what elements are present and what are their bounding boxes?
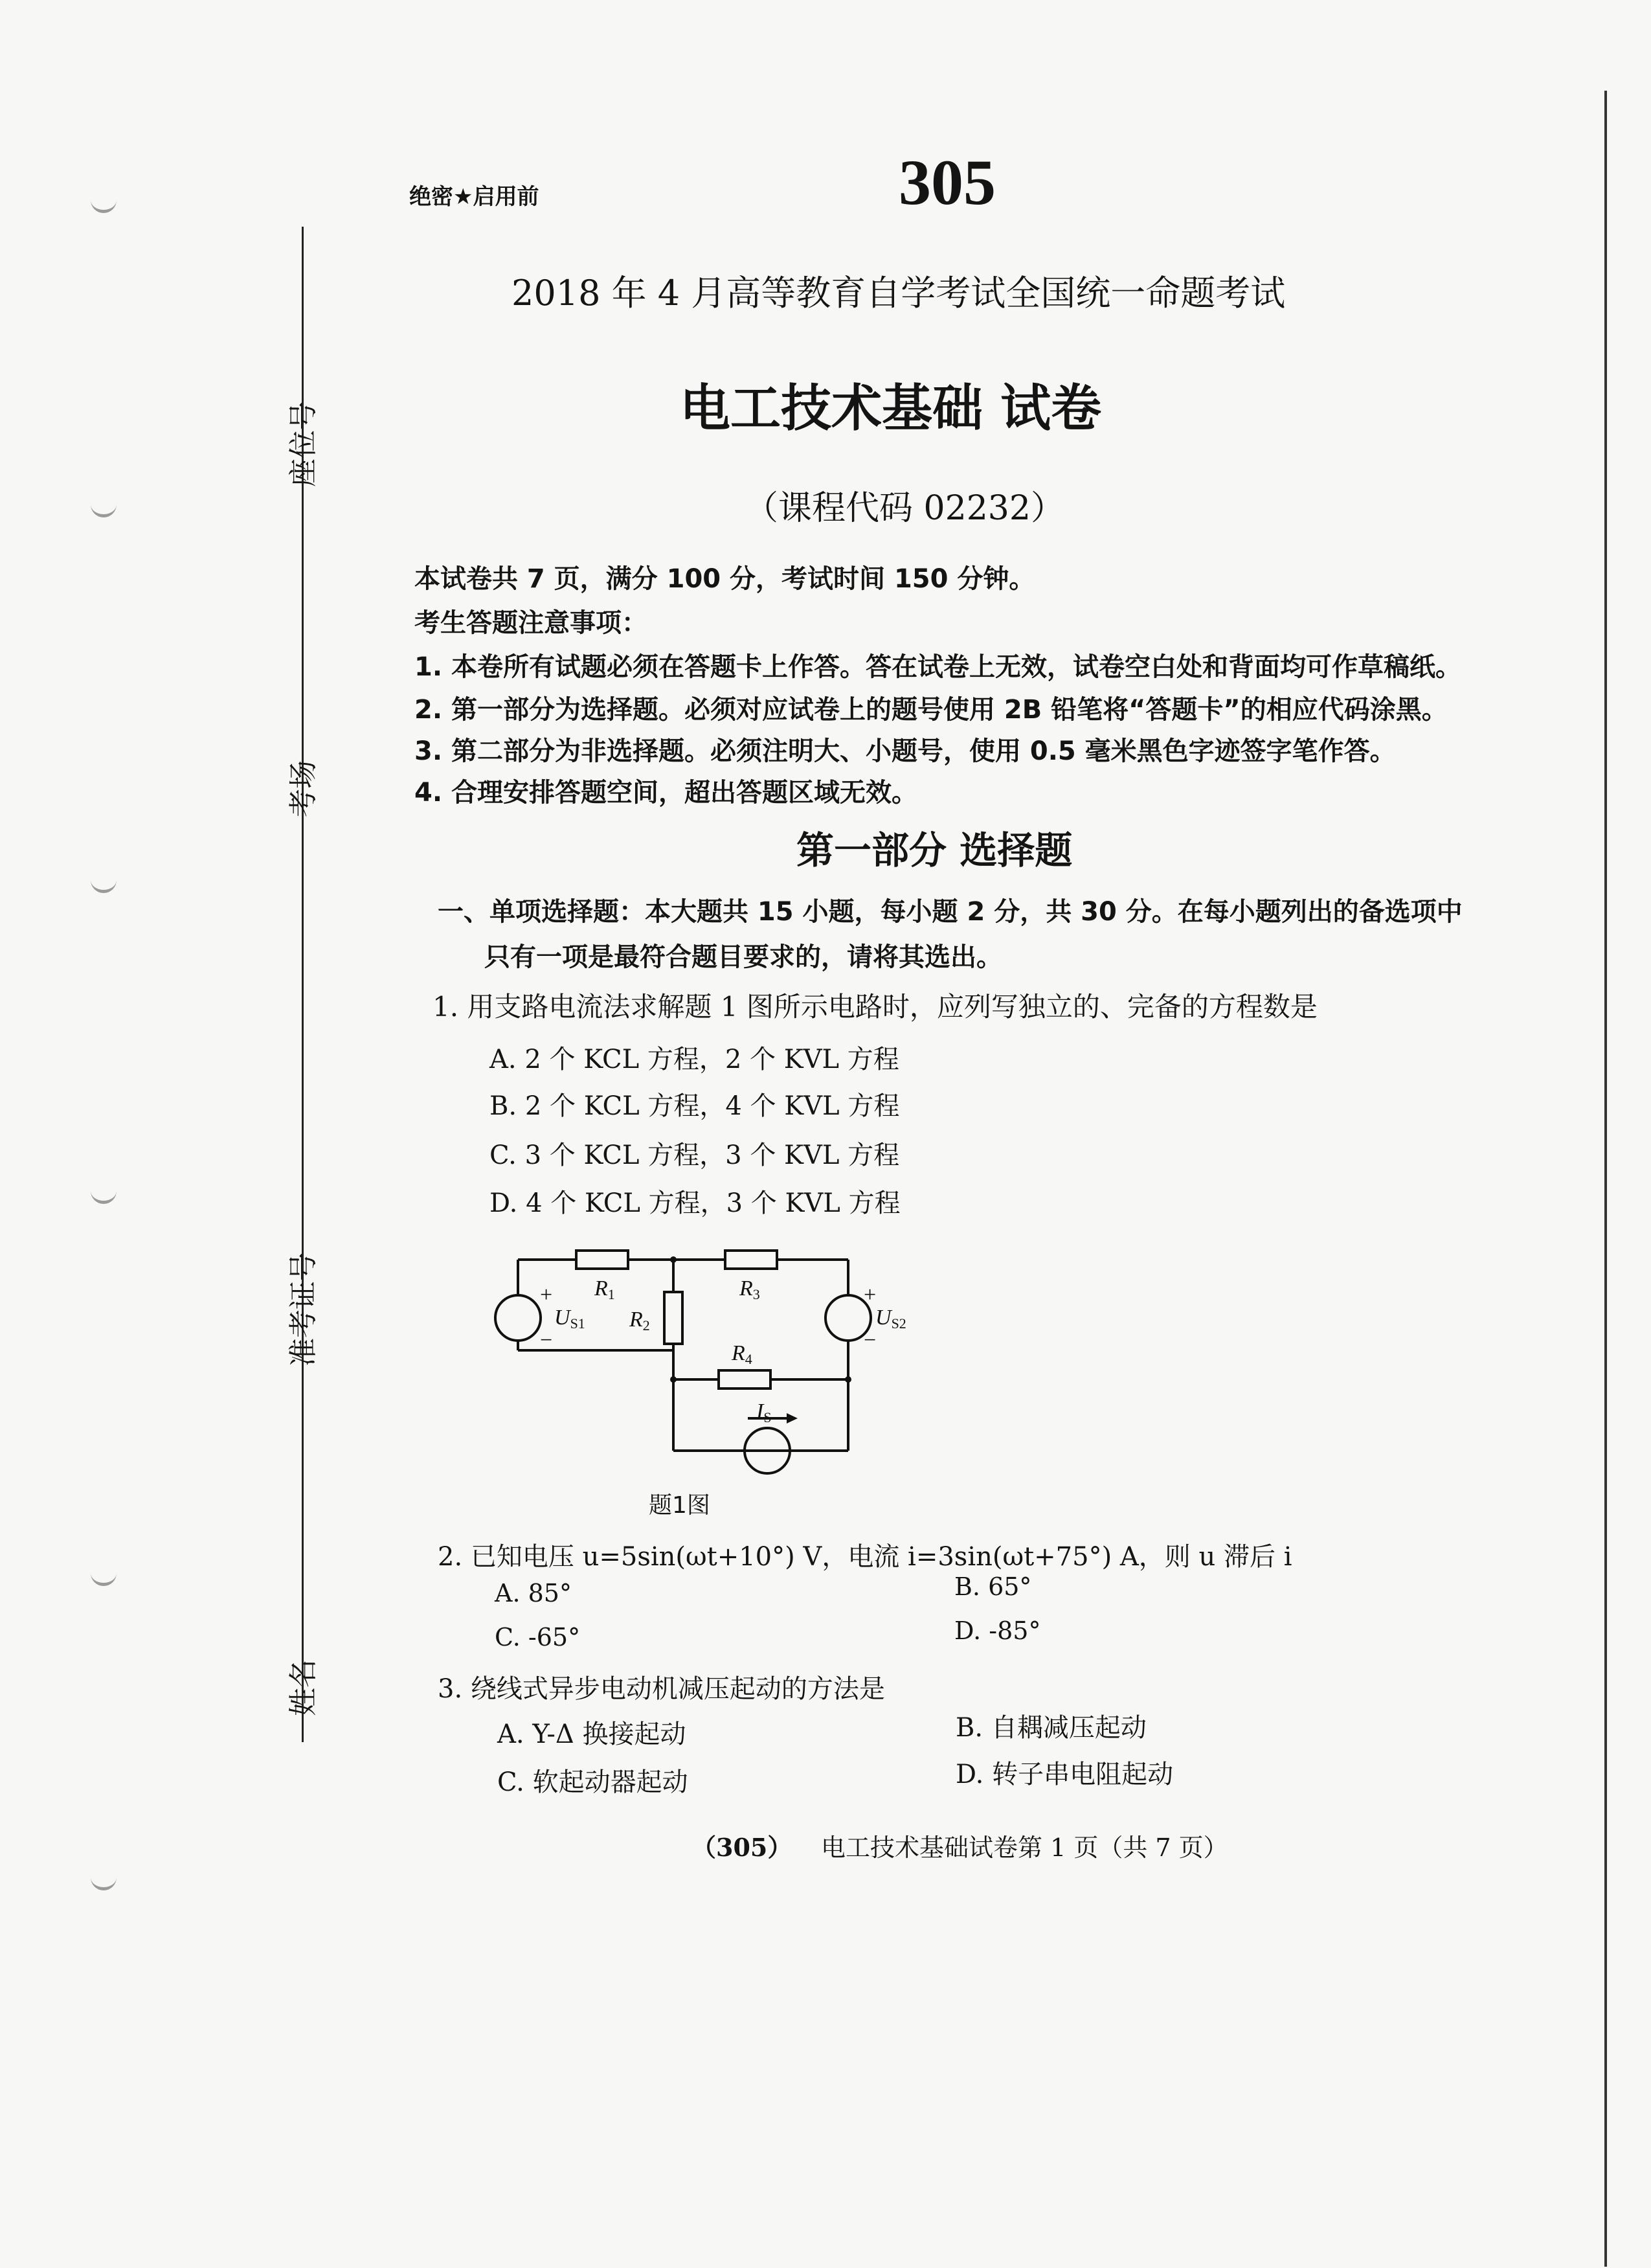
answer-option: D. 转子串电阻起动 bbox=[956, 1760, 1174, 1789]
section-instruction: 只有一项是最符合题目要求的，请将其选出。 bbox=[484, 942, 1002, 972]
question-stem: 1. 用支路电流法求解题 1 图所示电路时，应列写独立的、完备的方程数是 bbox=[432, 991, 1318, 1023]
page-edge-line bbox=[1604, 91, 1607, 2267]
svg-text:+: + bbox=[864, 1283, 877, 1307]
course-code: （课程代码 02232） bbox=[745, 489, 1064, 528]
answer-option: C. 软起动器起动 bbox=[497, 1767, 688, 1797]
answer-option: B. 自耦减压起动 bbox=[956, 1713, 1147, 1743]
answer-option: D. -85° bbox=[954, 1616, 1041, 1645]
svg-text:IS: IS bbox=[756, 1400, 772, 1425]
svg-text:−: − bbox=[864, 1328, 877, 1352]
exam-summary: 本试卷共 7 页，满分 100 分，考试时间 150 分钟。 bbox=[414, 564, 1035, 594]
voltage-source-us1 bbox=[495, 1295, 541, 1341]
paper-code: 305 bbox=[899, 146, 996, 218]
notice-item: 3. 第二部分为非选择题。必须注明大、小题号，使用 0.5 毫米黑色字迹签字笔作答。 bbox=[414, 736, 1396, 766]
answer-option: A. Y-Δ 换接起动 bbox=[497, 1719, 686, 1749]
answer-option: C. -65° bbox=[495, 1623, 581, 1651]
figure-caption: 题1图 bbox=[649, 1492, 710, 1519]
footer-paper-code: （305） bbox=[691, 1833, 792, 1862]
answer-option: A. 85° bbox=[495, 1579, 572, 1607]
question-stem: 2. 已知电压 u=5sin(ωt+10°) V，电流 i=3sin(ωt+75°) A，则 u 滞后 i bbox=[438, 1542, 1292, 1572]
svg-text:−: − bbox=[540, 1328, 553, 1352]
exam-venue-label: 考场 bbox=[287, 760, 320, 817]
answer-option: B. 2 个 KCL 方程，4 个 KVL 方程 bbox=[489, 1091, 900, 1121]
seat-number-label: 座位号 bbox=[287, 402, 320, 487]
svg-text:R3: R3 bbox=[739, 1276, 760, 1302]
notice-item: 4. 合理安排答题空间，超出答题区域无效。 bbox=[414, 778, 917, 808]
section-instruction: 一、单项选择题：本大题共 15 小题，每小题 2 分，共 30 分。在每小题列出的备选项中 bbox=[438, 897, 1463, 927]
svg-text:+: + bbox=[540, 1283, 553, 1307]
admission-ticket-label: 准考证号 bbox=[287, 1253, 320, 1366]
punch-hole bbox=[91, 194, 117, 213]
notice-item: 2. 第一部分为选择题。必须对应试卷上的题号使用 2B 铅笔将“答题卡”的相应代码涂黑。 bbox=[414, 695, 1448, 725]
svg-text:R4: R4 bbox=[732, 1341, 752, 1367]
secret-mark: 绝密★启用前 bbox=[409, 184, 539, 210]
punch-hole bbox=[91, 1185, 117, 1204]
svg-text:R1: R1 bbox=[594, 1276, 615, 1302]
answer-option: C. 3 个 KCL 方程，3 个 KVL 方程 bbox=[489, 1140, 900, 1170]
notice-item: 1. 本卷所有试题必须在答题卡上作答。答在试卷上无效，试卷空白处和背面均可作草稿纸。 bbox=[414, 652, 1461, 682]
exam-title: 2018 年 4 月高等教育自学考试全国统一命题考试 bbox=[511, 273, 1286, 313]
resistor-r2 bbox=[664, 1292, 682, 1344]
resistor-r3 bbox=[725, 1251, 777, 1269]
resistor-r1 bbox=[576, 1251, 628, 1269]
subject-title: 电工技术基础 试卷 bbox=[680, 379, 1102, 438]
part-title: 第一部分 选择题 bbox=[796, 828, 1073, 872]
answer-option: B. 65° bbox=[954, 1572, 1032, 1601]
notice-heading: 考生答题注意事项： bbox=[414, 608, 647, 638]
svg-text:US2: US2 bbox=[875, 1306, 906, 1332]
svg-text:R2: R2 bbox=[629, 1308, 650, 1333]
resistor-r4 bbox=[719, 1370, 770, 1389]
question-stem: 3. 绕线式异步电动机减压起动的方法是 bbox=[438, 1674, 885, 1704]
circuit-diagram bbox=[479, 1230, 906, 1509]
punch-hole bbox=[91, 1872, 117, 1890]
punch-hole bbox=[91, 874, 117, 893]
svg-text:US1: US1 bbox=[554, 1306, 585, 1332]
punch-hole bbox=[91, 499, 117, 517]
name-label: 姓名 bbox=[287, 1659, 320, 1716]
answer-option: A. 2 个 KCL 方程，2 个 KVL 方程 bbox=[489, 1045, 899, 1074]
punch-hole bbox=[91, 1567, 117, 1586]
footer-page-info: 电工技术基础试卷第 1 页（共 7 页） bbox=[821, 1833, 1228, 1862]
answer-option: D. 4 个 KCL 方程，3 个 KVL 方程 bbox=[489, 1188, 901, 1218]
